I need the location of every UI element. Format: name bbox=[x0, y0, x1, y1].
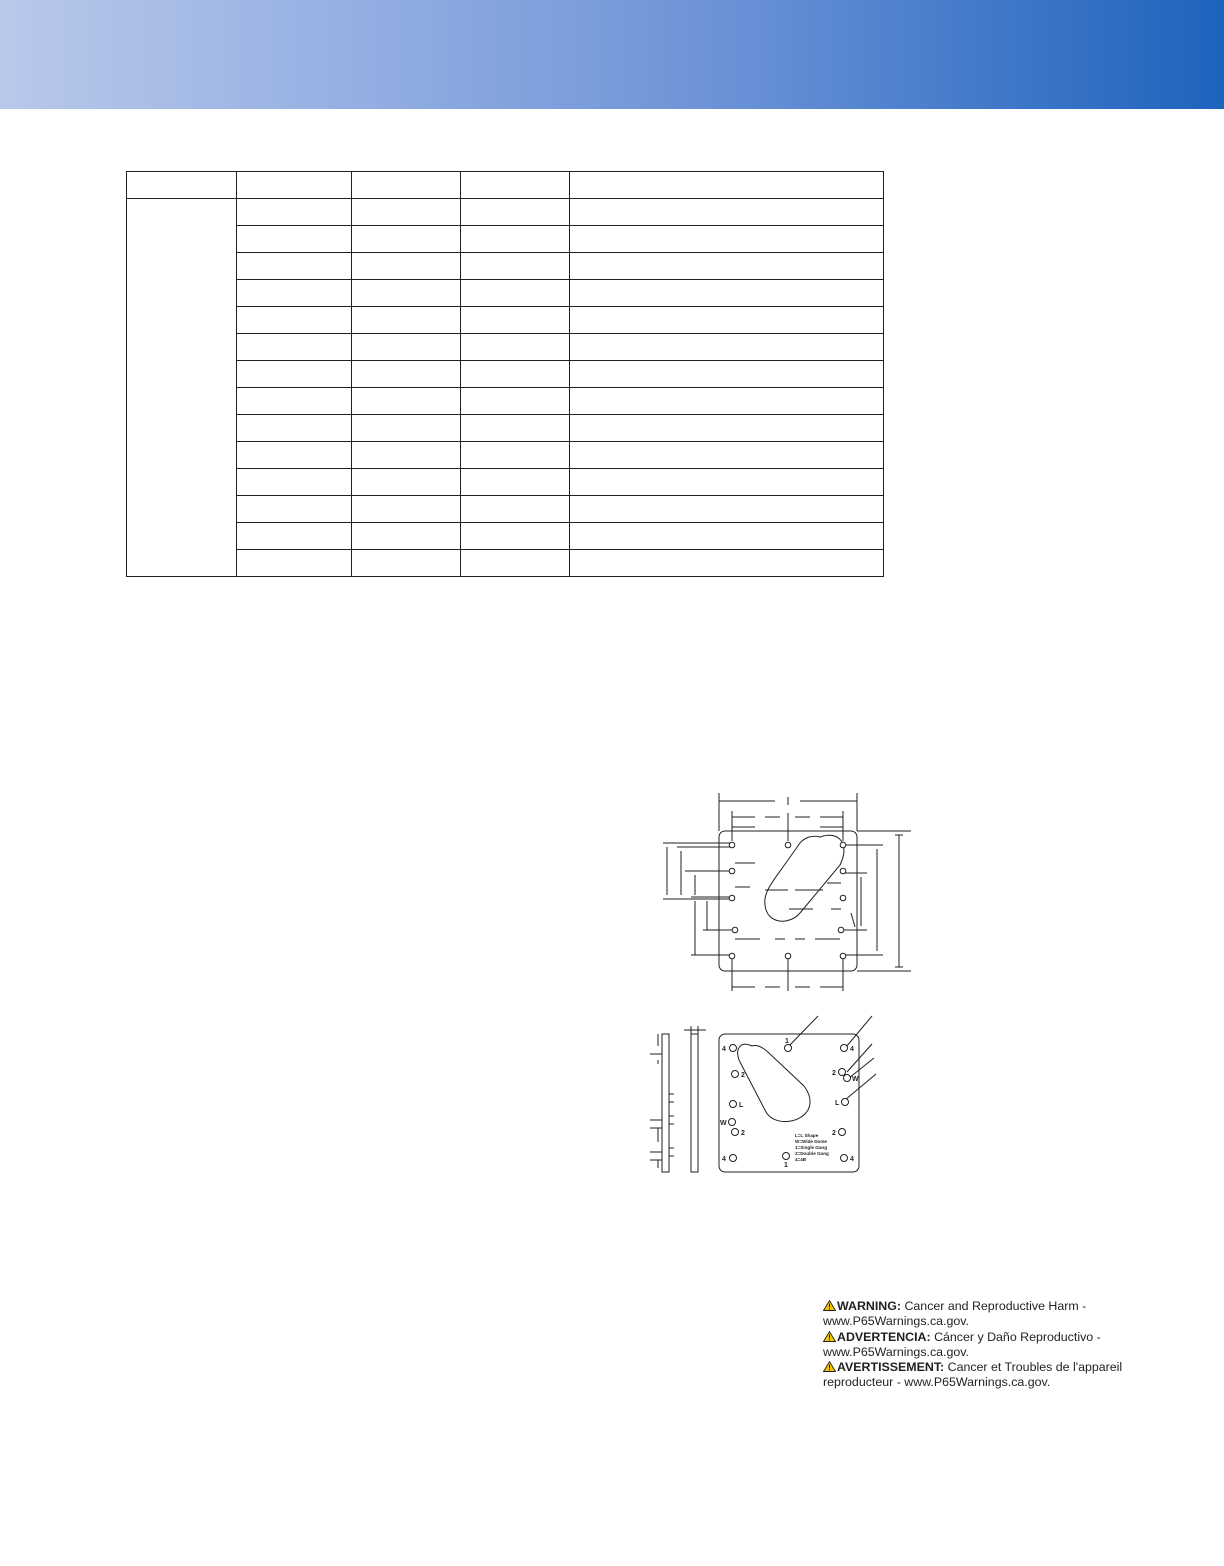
table-cell bbox=[352, 415, 461, 442]
table-cell bbox=[237, 253, 352, 280]
table-row bbox=[127, 361, 884, 388]
table-row bbox=[127, 388, 884, 415]
hole-label: W bbox=[720, 1120, 727, 1127]
table-cell bbox=[237, 388, 352, 415]
mounting-hole bbox=[729, 895, 735, 901]
slot-outline bbox=[765, 835, 844, 921]
warning-label: WARNING: bbox=[837, 1299, 902, 1313]
plate-hole-layout-drawing bbox=[640, 1010, 890, 1180]
table-cell bbox=[461, 388, 570, 415]
side-view-outline bbox=[662, 1034, 669, 1172]
table-cell bbox=[352, 523, 461, 550]
mounting-hole bbox=[729, 868, 735, 874]
table-cell bbox=[237, 415, 352, 442]
table-cell bbox=[237, 334, 352, 361]
table-header-cell bbox=[570, 172, 884, 199]
warning-french bbox=[823, 1360, 1143, 1391]
mounting-hole bbox=[838, 927, 844, 933]
table-cell bbox=[352, 550, 461, 577]
mounting-hole bbox=[840, 842, 846, 848]
hole-label: L bbox=[835, 1100, 840, 1107]
table-cell bbox=[352, 307, 461, 334]
hole-label: 1 bbox=[785, 1038, 789, 1045]
mounting-hole bbox=[785, 953, 791, 959]
table-cell bbox=[237, 361, 352, 388]
table-cell bbox=[461, 523, 570, 550]
warning-text: Cáncer y Daño Reproductivo - www.P65Warnings.ca.gov. bbox=[823, 1329, 1101, 1359]
slot-outline bbox=[738, 1044, 810, 1121]
table-cell bbox=[570, 226, 884, 253]
hole-label: 2 bbox=[832, 1070, 836, 1077]
table-cell bbox=[461, 496, 570, 523]
mounting-hole bbox=[839, 1069, 846, 1076]
table-cell bbox=[237, 307, 352, 334]
table-row bbox=[127, 226, 884, 253]
warning-triangle-icon bbox=[823, 1331, 836, 1342]
hole-label: 4 bbox=[850, 1156, 854, 1163]
mounting-hole bbox=[785, 842, 791, 848]
table-cell bbox=[352, 442, 461, 469]
table-cell bbox=[461, 226, 570, 253]
table-cell bbox=[570, 415, 884, 442]
hole-label: L bbox=[739, 1102, 744, 1109]
table-cell bbox=[237, 469, 352, 496]
hole-label: W bbox=[852, 1076, 859, 1083]
mounting-hole bbox=[732, 1071, 739, 1078]
table-row bbox=[127, 253, 884, 280]
mounting-hole bbox=[840, 953, 846, 959]
table-cell bbox=[237, 199, 352, 226]
table-row bbox=[127, 199, 884, 226]
table-cell bbox=[570, 280, 884, 307]
mounting-hole bbox=[730, 1101, 737, 1108]
table-cell bbox=[570, 199, 884, 226]
table-row bbox=[127, 496, 884, 523]
table-cell bbox=[461, 307, 570, 334]
mounting-hole bbox=[839, 1129, 846, 1136]
table-cell bbox=[461, 442, 570, 469]
plate-outline bbox=[719, 831, 857, 971]
mounting-hole bbox=[732, 1129, 739, 1136]
side-view-outline bbox=[691, 1034, 698, 1172]
mounting-hole bbox=[729, 842, 735, 848]
hole-label: 2 bbox=[741, 1130, 745, 1137]
legend-line: L=L Shape bbox=[795, 1133, 819, 1138]
table-cell bbox=[352, 496, 461, 523]
table-cell bbox=[352, 253, 461, 280]
table-cell bbox=[461, 334, 570, 361]
table-header-cell bbox=[237, 172, 352, 199]
hole-label: 4 bbox=[722, 1156, 726, 1163]
table-cell bbox=[352, 226, 461, 253]
hole-label: 1 bbox=[784, 1162, 788, 1169]
mounting-hole bbox=[844, 1075, 851, 1082]
table-group-cell bbox=[127, 199, 237, 577]
table-cell bbox=[352, 334, 461, 361]
mounting-hole bbox=[841, 1155, 848, 1162]
warning-triangle-icon bbox=[823, 1361, 836, 1372]
table-cell bbox=[570, 334, 884, 361]
table-row bbox=[127, 523, 884, 550]
table-cell bbox=[570, 361, 884, 388]
mounting-hole bbox=[732, 927, 738, 933]
hole-label: 2 bbox=[741, 1072, 745, 1079]
table-row bbox=[127, 550, 884, 577]
table-cell bbox=[570, 388, 884, 415]
table-cell bbox=[352, 199, 461, 226]
warning-text: Cancer and Reproductive Harm - www.P65Warnings.ca.gov. bbox=[823, 1299, 1087, 1329]
table-cell bbox=[570, 469, 884, 496]
mounting-hole bbox=[840, 895, 846, 901]
legend-line: 2=Double Gang bbox=[795, 1151, 829, 1156]
header-banner bbox=[0, 0, 1224, 109]
spec-table bbox=[126, 171, 884, 577]
table-cell bbox=[237, 550, 352, 577]
table-cell bbox=[461, 361, 570, 388]
warning-label: ADVERTENCIA: bbox=[837, 1329, 931, 1344]
warning-english bbox=[823, 1299, 1143, 1330]
table-row bbox=[127, 442, 884, 469]
table-row bbox=[127, 280, 884, 307]
table-cell bbox=[461, 253, 570, 280]
mounting-hole bbox=[842, 1099, 849, 1106]
table-header-cell bbox=[127, 172, 237, 199]
mounting-hole bbox=[783, 1153, 790, 1160]
table-cell bbox=[352, 469, 461, 496]
table-row bbox=[127, 334, 884, 361]
plate-dimension-drawing bbox=[655, 785, 920, 1000]
table-cell bbox=[237, 226, 352, 253]
table-cell bbox=[352, 280, 461, 307]
table-cell bbox=[461, 469, 570, 496]
mounting-hole bbox=[729, 953, 735, 959]
warning-label: AVERTISSEMENT: bbox=[837, 1360, 945, 1375]
legend-line: 4=4B bbox=[795, 1157, 807, 1162]
table-header-cell bbox=[352, 172, 461, 199]
table-cell bbox=[570, 253, 884, 280]
table-cell bbox=[237, 496, 352, 523]
warning-triangle-icon bbox=[823, 1300, 836, 1311]
hole-label: 4 bbox=[722, 1046, 726, 1053]
hole-label: 2 bbox=[832, 1130, 836, 1137]
mounting-hole bbox=[840, 868, 846, 874]
mounting-hole bbox=[785, 1045, 792, 1052]
table-cell bbox=[570, 442, 884, 469]
mounting-hole bbox=[730, 1045, 737, 1052]
table-cell bbox=[570, 550, 884, 577]
table-cell bbox=[461, 550, 570, 577]
table-cell bbox=[570, 307, 884, 334]
table-cell bbox=[570, 523, 884, 550]
table-row bbox=[127, 415, 884, 442]
table-header-row bbox=[127, 172, 884, 199]
table-cell bbox=[237, 442, 352, 469]
table-cell bbox=[461, 280, 570, 307]
legend-line: W=Wide Dome bbox=[795, 1139, 827, 1144]
table-header-cell bbox=[461, 172, 570, 199]
mounting-hole bbox=[841, 1045, 848, 1052]
warning-text: Cancer et Troubles de l'appareil reproducteur - www.P65Warnings.ca.gov. bbox=[823, 1360, 1123, 1390]
table-cell bbox=[237, 280, 352, 307]
legend-line: 1=Single Gang bbox=[795, 1145, 828, 1150]
table-cell bbox=[237, 523, 352, 550]
prop65-warnings bbox=[823, 1299, 1143, 1391]
table-cell bbox=[352, 361, 461, 388]
hole-label: 4 bbox=[850, 1046, 854, 1053]
warning-spanish bbox=[823, 1330, 1143, 1361]
table-row bbox=[127, 307, 884, 334]
mounting-hole bbox=[729, 1119, 736, 1126]
table-row bbox=[127, 469, 884, 496]
table-cell bbox=[352, 388, 461, 415]
mounting-hole bbox=[730, 1155, 737, 1162]
table-cell bbox=[461, 415, 570, 442]
table-cell bbox=[570, 496, 884, 523]
table-cell bbox=[461, 199, 570, 226]
